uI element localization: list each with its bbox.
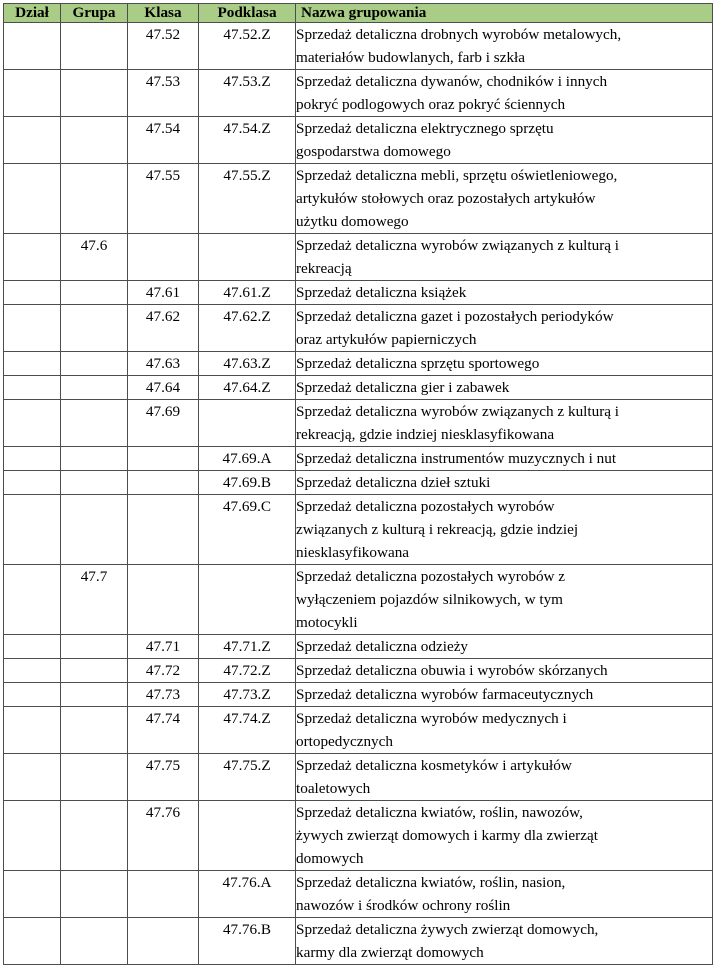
nazwa-line: Sprzedaż detaliczna gier i zabawek: [296, 379, 510, 396]
table-body: [4, 23, 713, 965]
cell-klasa: 47.62: [128, 305, 199, 352]
cell-nazwa-grupowania: [296, 495, 713, 565]
cell-klasa: 47.64: [128, 376, 199, 400]
cell-dzial: [4, 281, 61, 305]
cell-grupa: [61, 352, 128, 376]
nazwa-line: Sprzedaż detaliczna wyrobów medycznych i: [296, 710, 567, 727]
cell-podklasa: 47.64.Z: [199, 376, 296, 400]
cell-klasa: 47.71: [128, 635, 199, 659]
cell-podklasa: 47.61.Z: [199, 281, 296, 305]
table-row: [4, 565, 713, 635]
nazwa-line: Sprzedaż detaliczna wyrobów związanych z kulturą i: [296, 403, 620, 420]
cell-podklasa: 47.53.Z: [199, 70, 296, 117]
table-row: [4, 801, 713, 871]
cell-nazwa-grupowania: [296, 234, 713, 281]
cell-grupa: [61, 164, 128, 234]
nazwa-line: Sprzedaż detaliczna instrumentów muzycznych i nut: [296, 450, 617, 467]
cell-podklasa: 47.75.Z: [199, 754, 296, 801]
cell-klasa: 47.53: [128, 70, 199, 117]
cell-grupa: [61, 447, 128, 471]
nazwa-line: Sprzedaż detaliczna wyrobów związanych z kulturą i: [296, 237, 620, 254]
table-row: [4, 683, 713, 707]
cell-dzial: [4, 754, 61, 801]
cell-klasa: 47.73: [128, 683, 199, 707]
cell-nazwa-grupowania: [296, 23, 713, 70]
cell-podklasa: [199, 565, 296, 635]
nazwa-line: wyłączeniem pojazdów silnikowych, w tym: [296, 591, 563, 608]
nazwa-line: materiałów budowlanych, farb i szkła: [296, 49, 525, 66]
cell-podklasa: 47.69.A: [199, 447, 296, 471]
cell-dzial: [4, 659, 61, 683]
cell-grupa: 47.6: [61, 234, 128, 281]
nazwa-line: domowych: [296, 850, 364, 867]
cell-dzial: [4, 871, 61, 918]
cell-nazwa-grupowania: [296, 659, 713, 683]
cell-nazwa-grupowania: [296, 918, 713, 965]
cell-grupa: [61, 495, 128, 565]
cell-grupa: [61, 707, 128, 754]
cell-dzial: [4, 234, 61, 281]
cell-grupa: [61, 70, 128, 117]
cell-grupa: [61, 754, 128, 801]
nazwa-line: żywych zwierząt domowych i karmy dla zwierząt: [296, 827, 598, 844]
nazwa-line: artykułów stołowych oraz pozostałych artykułów: [296, 190, 596, 207]
nazwa-line: Sprzedaż detaliczna kosmetyków i artykułów: [296, 757, 572, 774]
cell-klasa: 47.76: [128, 801, 199, 871]
cell-podklasa: 47.62.Z: [199, 305, 296, 352]
cell-podklasa: [199, 801, 296, 871]
nazwa-line: motocykli: [296, 614, 358, 631]
cell-grupa: [61, 635, 128, 659]
cell-grupa: [61, 400, 128, 447]
cell-klasa: [128, 918, 199, 965]
nazwa-line: niesklasyfikowana: [296, 544, 410, 561]
cell-grupa: [61, 871, 128, 918]
cell-nazwa-grupowania: [296, 565, 713, 635]
nazwa-line: Sprzedaż detaliczna gazet i pozostałych periodyków: [296, 308, 614, 325]
cell-klasa: 47.74: [128, 707, 199, 754]
cell-podklasa: 47.72.Z: [199, 659, 296, 683]
cell-nazwa-grupowania: [296, 683, 713, 707]
table-row: [4, 281, 713, 305]
cell-grupa: [61, 305, 128, 352]
cell-grupa: [61, 659, 128, 683]
cell-dzial: [4, 352, 61, 376]
cell-nazwa-grupowania: [296, 871, 713, 918]
cell-klasa: [128, 234, 199, 281]
column-header-grupa: Grupa: [61, 4, 128, 23]
cell-grupa: [61, 376, 128, 400]
cell-klasa: 47.75: [128, 754, 199, 801]
table-row: [4, 400, 713, 447]
cell-nazwa-grupowania: [296, 376, 713, 400]
nazwa-line: ortopedycznych: [296, 733, 393, 750]
table-row: [4, 376, 713, 400]
cell-nazwa-grupowania: [296, 352, 713, 376]
cell-dzial: [4, 164, 61, 234]
cell-nazwa-grupowania: [296, 305, 713, 352]
nazwa-line: Sprzedaż detaliczna kwiatów, roślin, nawozów,: [296, 804, 583, 821]
cell-nazwa-grupowania: [296, 754, 713, 801]
nazwa-line: rekreacją: [296, 260, 352, 277]
nazwa-line: użytku domowego: [296, 213, 409, 230]
pkd-classification-table: [3, 3, 713, 965]
column-header-klasa: Klasa: [128, 4, 199, 23]
nazwa-line: Sprzedaż detaliczna dywanów, chodników i innych: [296, 73, 608, 90]
cell-podklasa: [199, 234, 296, 281]
cell-nazwa-grupowania: [296, 400, 713, 447]
cell-dzial: [4, 707, 61, 754]
table-row: [4, 352, 713, 376]
cell-grupa: [61, 918, 128, 965]
column-header-nazwa-grupowania: Nazwa grupowania: [296, 4, 713, 23]
cell-dzial: [4, 471, 61, 495]
nazwa-line: Sprzedaż detaliczna pozostałych wyrobów z: [296, 568, 566, 585]
cell-nazwa-grupowania: [296, 801, 713, 871]
cell-dzial: [4, 918, 61, 965]
nazwa-line: rekreacją, gdzie indziej niesklasyfikowana: [296, 426, 555, 443]
cell-podklasa: 47.74.Z: [199, 707, 296, 754]
nazwa-line: Sprzedaż detaliczna obuwia i wyrobów skórzanych: [296, 662, 608, 679]
cell-dzial: [4, 70, 61, 117]
cell-klasa: [128, 565, 199, 635]
nazwa-line: Sprzedaż detaliczna żywych zwierząt domowych,: [296, 921, 599, 938]
cell-grupa: [61, 23, 128, 70]
cell-nazwa-grupowania: [296, 281, 713, 305]
table-row: [4, 871, 713, 918]
table-row: [4, 70, 713, 117]
cell-klasa: 47.55: [128, 164, 199, 234]
cell-podklasa: [199, 400, 296, 447]
table-row: [4, 635, 713, 659]
cell-klasa: 47.61: [128, 281, 199, 305]
cell-podklasa: 47.76.A: [199, 871, 296, 918]
cell-dzial: [4, 801, 61, 871]
nazwa-line: oraz artykułów papierniczych: [296, 331, 477, 348]
cell-dzial: [4, 635, 61, 659]
cell-klasa: 47.72: [128, 659, 199, 683]
cell-grupa: [61, 117, 128, 164]
cell-grupa: [61, 683, 128, 707]
cell-klasa: [128, 871, 199, 918]
table-row: [4, 707, 713, 754]
cell-dzial: [4, 400, 61, 447]
cell-nazwa-grupowania: [296, 447, 713, 471]
nazwa-line: nawozów i środków ochrony roślin: [296, 897, 511, 914]
table-row: [4, 164, 713, 234]
cell-dzial: [4, 376, 61, 400]
cell-nazwa-grupowania: [296, 635, 713, 659]
cell-grupa: [61, 801, 128, 871]
cell-klasa: [128, 495, 199, 565]
nazwa-line: pokryć podlogowych oraz pokryć ściennych: [296, 96, 566, 113]
table-row: [4, 754, 713, 801]
cell-klasa: [128, 471, 199, 495]
cell-klasa: 47.63: [128, 352, 199, 376]
nazwa-line: Sprzedaż detaliczna książek: [296, 284, 467, 301]
nazwa-line: Sprzedaż detaliczna elektrycznego sprzętu: [296, 120, 554, 137]
nazwa-line: Sprzedaż detaliczna mebli, sprzętu oświetleniowego,: [296, 167, 618, 184]
cell-dzial: [4, 117, 61, 164]
column-header-podklasa: Podklasa: [199, 4, 296, 23]
table-row: [4, 659, 713, 683]
cell-podklasa: 47.69.C: [199, 495, 296, 565]
cell-klasa: [128, 447, 199, 471]
cell-podklasa: 47.52.Z: [199, 23, 296, 70]
cell-nazwa-grupowania: [296, 117, 713, 164]
cell-dzial: [4, 305, 61, 352]
cell-dzial: [4, 565, 61, 635]
table-row: [4, 495, 713, 565]
table-row: [4, 471, 713, 495]
cell-dzial: [4, 23, 61, 70]
cell-grupa: [61, 281, 128, 305]
nazwa-line: Sprzedaż detaliczna wyrobów farmaceutycznych: [296, 686, 594, 703]
nazwa-line: Sprzedaż detaliczna odzieży: [296, 638, 469, 655]
nazwa-line: Sprzedaż detaliczna dzieł sztuki: [296, 474, 491, 491]
cell-klasa: 47.52: [128, 23, 199, 70]
cell-nazwa-grupowania: [296, 164, 713, 234]
cell-podklasa: 47.76.B: [199, 918, 296, 965]
table-row: [4, 447, 713, 471]
table-row: [4, 918, 713, 965]
table-row: [4, 117, 713, 164]
nazwa-line: związanych z kulturą i rekreacją, gdzie indziej: [296, 521, 579, 538]
nazwa-line: Sprzedaż detaliczna kwiatów, roślin, nasion,: [296, 874, 566, 891]
table-row: [4, 305, 713, 352]
cell-nazwa-grupowania: [296, 471, 713, 495]
cell-klasa: 47.69: [128, 400, 199, 447]
cell-klasa: 47.54: [128, 117, 199, 164]
table-header: [4, 4, 713, 23]
cell-podklasa: 47.63.Z: [199, 352, 296, 376]
cell-podklasa: 47.54.Z: [199, 117, 296, 164]
nazwa-line: karmy dla zwierząt domowych: [296, 944, 484, 961]
cell-dzial: [4, 495, 61, 565]
cell-nazwa-grupowania: [296, 707, 713, 754]
nazwa-line: toaletowych: [296, 780, 371, 797]
cell-grupa: 47.7: [61, 565, 128, 635]
column-header-dzial: Dział: [4, 4, 61, 23]
nazwa-line: Sprzedaż detaliczna pozostałych wyrobów: [296, 498, 555, 515]
nazwa-line: Sprzedaż detaliczna sprzętu sportowego: [296, 355, 540, 372]
nazwa-line: gospodarstwa domowego: [296, 143, 451, 160]
cell-nazwa-grupowania: [296, 70, 713, 117]
cell-podklasa: 47.71.Z: [199, 635, 296, 659]
nazwa-line: Sprzedaż detaliczna drobnych wyrobów metalowych,: [296, 26, 622, 43]
table-row: [4, 23, 713, 70]
cell-podklasa: 47.69.B: [199, 471, 296, 495]
cell-dzial: [4, 683, 61, 707]
cell-podklasa: 47.55.Z: [199, 164, 296, 234]
cell-grupa: [61, 471, 128, 495]
cell-dzial: [4, 447, 61, 471]
header-row: [4, 4, 713, 23]
cell-podklasa: 47.73.Z: [199, 683, 296, 707]
table-row: [4, 234, 713, 281]
